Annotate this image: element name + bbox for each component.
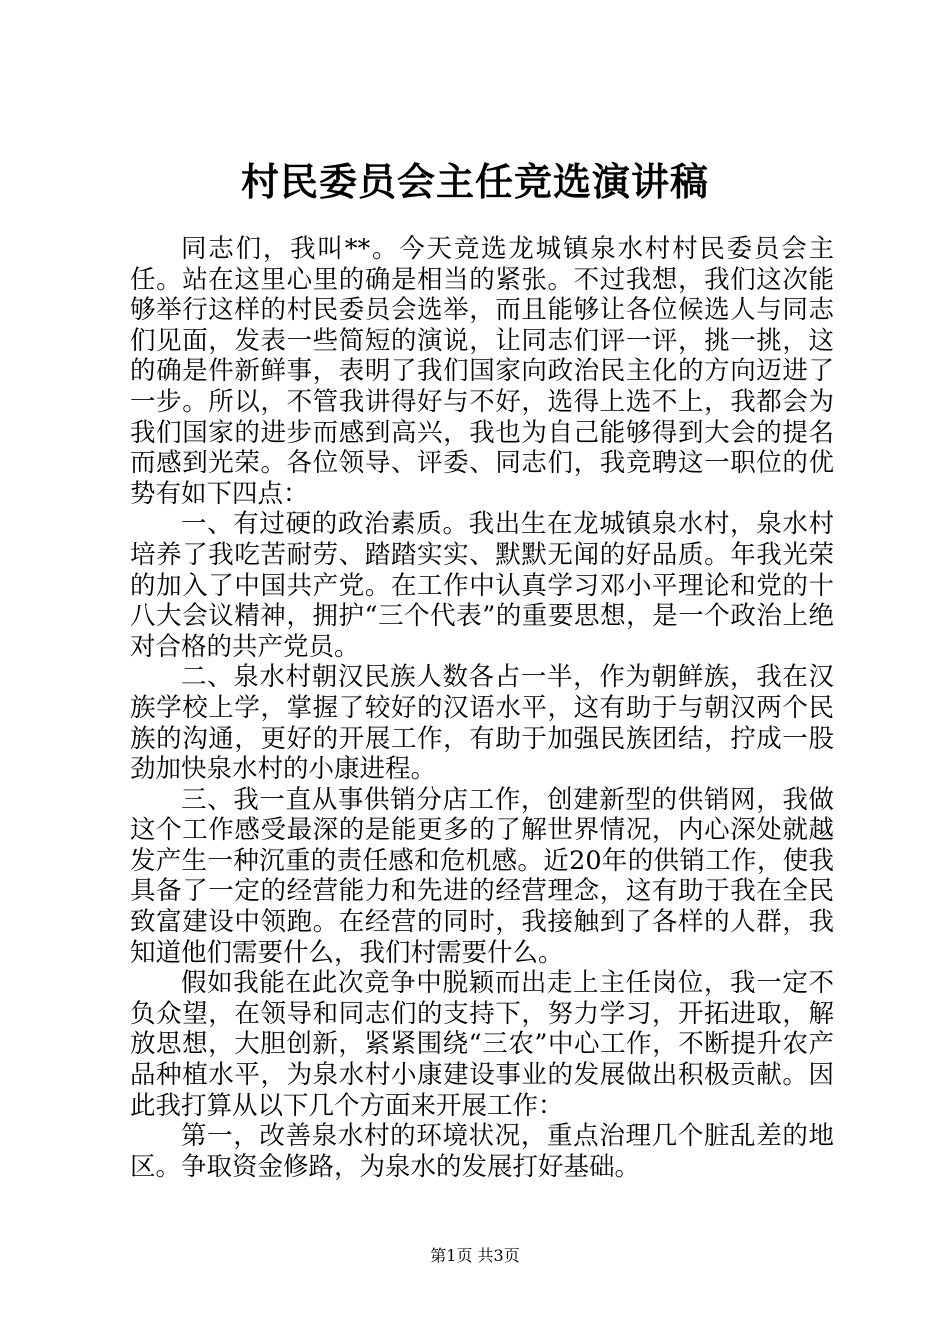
paragraph-plan-1: 第一，改善泉水村的环境状况，重点治理几个脏乱差的地区。争取资金修路，为泉水的发展打好基础。	[130, 1121, 834, 1182]
paragraph-advantage-2: 二、泉水村朝汉民族人数各占一半，作为朝鲜族，我在汉族学校上学，掌握了较好的汉语水平，这有助于与朝汉两个民族的沟通，更好的开展工作，有助于加强民族团结，拧成一股劲加快泉水村的小康进程。	[130, 662, 834, 785]
paragraph-advantage-1: 一、有过硬的政治素质。我出生在龙城镇泉水村，泉水村培养了我吃苦耐劳、踏踏实实、默默无闻的好品质。年我光荣的加入了中国共产党。在工作中认真学习邓小平理论和党的十八大会议精神，拥护“三个代表”的重要思想，是一个政治上绝对合格的共产党员。	[130, 509, 834, 662]
document-body	[130, 234, 834, 1182]
page-number-footer: 第1页 共3页	[430, 1246, 520, 1265]
paragraph-advantage-3: 三、我一直从事供销分店工作，创建新型的供销网，我做这个工作感受最深的是能更多的了解世界情况，内心深处就越发产生一种沉重的责任感和危机感。近20年的供销工作，使我具备了一定的经营能力和先进的经营理念，这有助于我在全民致富建设中领跑。在经营的同时，我接触到了各样的人群，我知道他们需要什么，我们村需要什么。	[130, 784, 834, 968]
paragraph-intro: 同志们，我叫**。今天竞选龙城镇泉水村村民委员会主任。站在这里心里的确是相当的紧张。不过我想，我们这次能够举行这样的村民委员会选举，而且能够让各位候选人与同志们见面，发表一些简短的演说，让同志们评一评，挑一挑，这的确是件新鲜事，表明了我们国家向政治民主化的方向迈进了一步。所以，不管我讲得好与不好，选得上选不上，我都会为我们国家的进步而感到高兴，我也为自己能够得到大会的提名而感到光荣。各位领导、评委、同志们，我竞聘这一职位的优势有如下四点：	[130, 234, 834, 509]
document-title: 村民委员会主任竞选演讲稿	[240, 159, 709, 204]
paragraph-commitment: 假如我能在此次竞争中脱颖而出走上主任岗位，我一定不负众望，在领导和同志们的支持下，努力学习，开拓进取，解放思想，大胆创新，紧紧围绕“三农”中心工作，不断提升农产品种植水平，为泉水村小康建设事业的发展做出积极贡献。因此我打算从以下几个方面来开展工作：	[130, 968, 834, 1121]
